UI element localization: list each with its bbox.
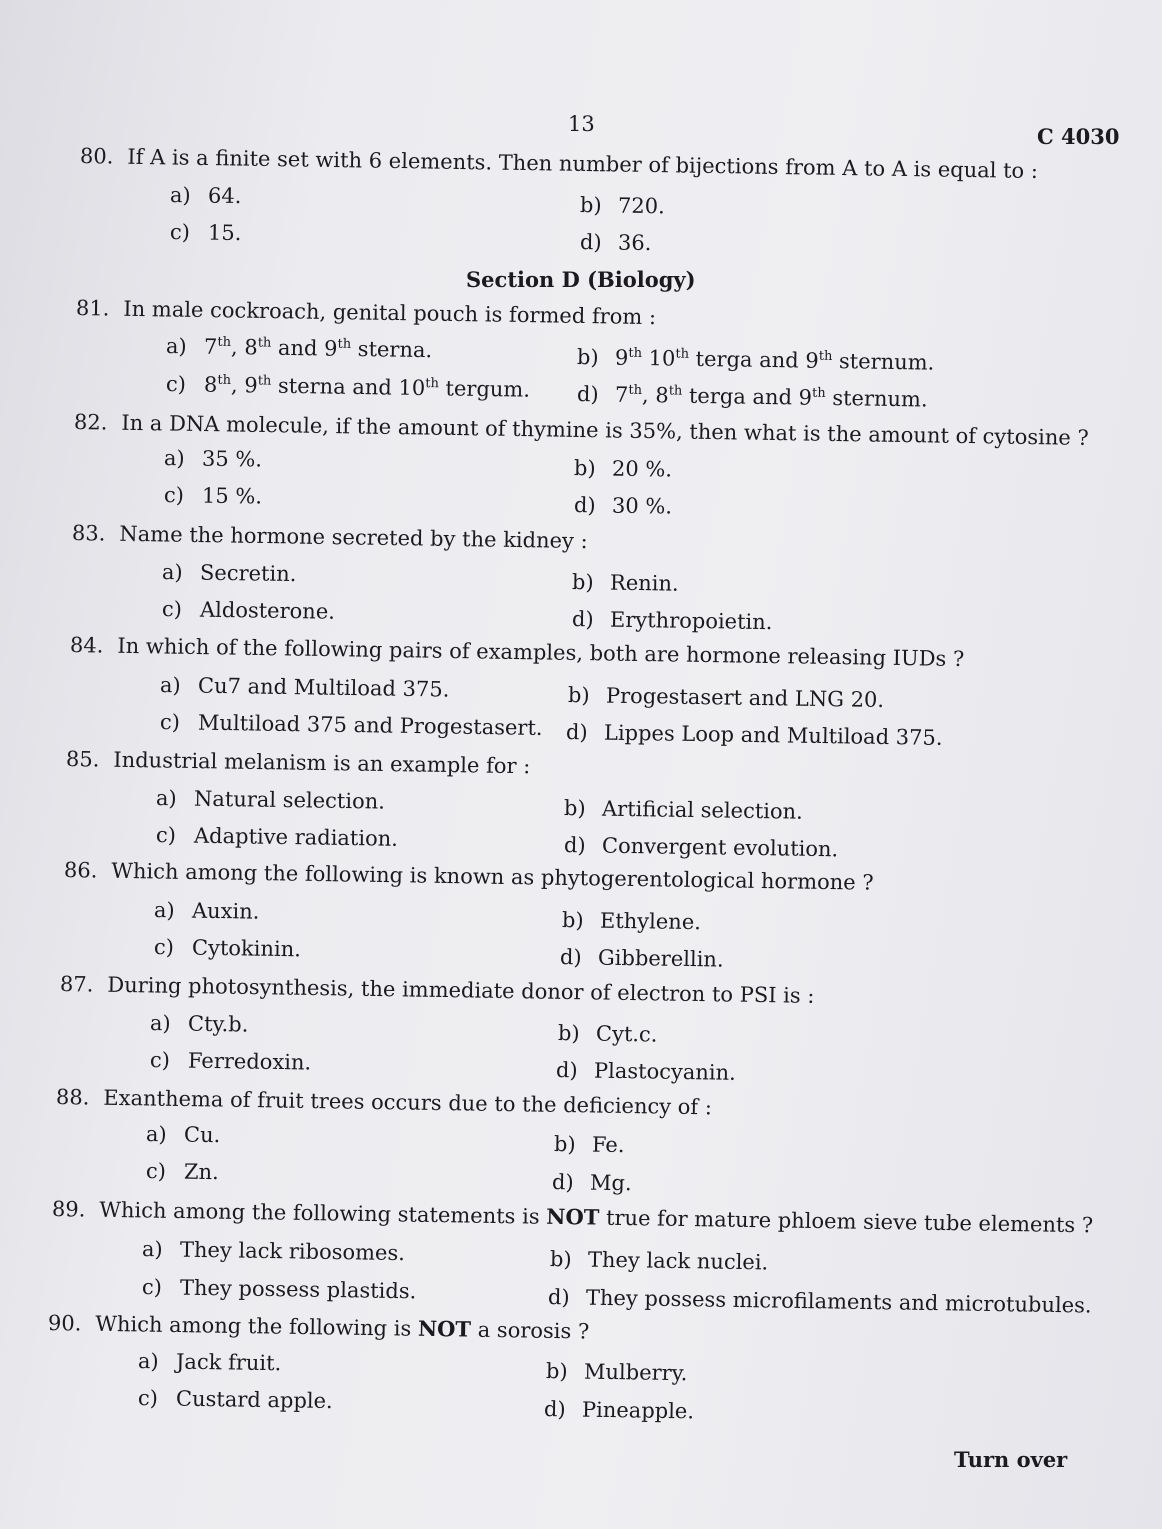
question-text: Industrial melanism is an example for :	[113, 747, 531, 779]
option-d: d) 7th, 8th terga and 9th sternum.	[576, 382, 928, 412]
option-a: a) Cty.b.	[149, 1011, 249, 1037]
option-c: c) Zn.	[145, 1159, 219, 1185]
question-83: 83. Name the hormone secreted by the kidney :	[71, 521, 588, 554]
option-b: b) Mulberry.	[545, 1359, 688, 1386]
option-b: b) 20 %.	[573, 456, 673, 482]
question-text: In a DNA molecule, if the amount of thymine is 35%, then what is the amount of cytosine ?	[121, 410, 1089, 450]
option-a: a) They lack ribosomes.	[141, 1237, 406, 1266]
question-89: 89. Which among the following statements is NOT true for mature phloem sieve tube elements ?	[51, 1197, 1094, 1238]
option-d: d) Gibberellin.	[559, 945, 724, 972]
option-b: b) Renin.	[571, 570, 679, 596]
option-c: c) 8th, 9th sterna and 10th tergum.	[165, 372, 531, 402]
section-title: Section D (Biology)	[466, 267, 696, 292]
option-a: a) Secretin.	[161, 560, 297, 587]
option-c: c) Custard apple.	[137, 1386, 333, 1414]
question-text: Which among the following is known as phytogerentological hormone ?	[111, 858, 874, 895]
page-number: 13	[568, 112, 595, 136]
question-text: Name the hormone secreted by the kidney :	[119, 521, 588, 554]
option-b: b) Artificial selection.	[563, 796, 804, 824]
question-82: 82. In a DNA molecule, if the amount of thymine is 35%, then what is the amount of cytosine ?	[73, 410, 1089, 450]
option-a: a) Auxin.	[153, 898, 260, 924]
option-c: c) They possess plastids.	[141, 1275, 417, 1304]
option-c: c) Cytokinin.	[153, 935, 302, 962]
question-85: 85. Industrial melanism is an example for :	[65, 747, 531, 779]
paper-code: C 4030	[1037, 124, 1120, 149]
question-88: 88. Exanthema of fruit trees occurs due to the deficiency of :	[55, 1085, 713, 1120]
option-d: d) Plastocyanin.	[555, 1058, 736, 1085]
option-c: c) 15 %.	[163, 483, 263, 509]
option-d: d) Pineapple.	[543, 1397, 695, 1424]
question-text: Which among the following statements is NOT true for mature phloem sieve tube elements ?	[99, 1197, 1094, 1238]
turn-over-label: Turn over	[954, 1447, 1068, 1472]
option-d: d) Mg.	[551, 1170, 632, 1196]
option-a: a) Cu.	[145, 1122, 221, 1148]
option-d: d) 30 %.	[573, 493, 673, 519]
question-90: 90. Which among the following is NOT a sorosis ?	[47, 1311, 590, 1344]
option-a: a) Jack fruit.	[137, 1349, 282, 1376]
option-a: a) Cu7 and Multiload 375.	[159, 673, 450, 702]
question-86: 86. Which among the following is known as phytogerentological hormone ?	[63, 858, 874, 895]
option-b: b) Ethylene.	[561, 908, 702, 935]
option-d: d) They possess microfilaments and microtubules.	[547, 1285, 1092, 1318]
question-text: In male cockroach, genital pouch is formed from :	[123, 296, 657, 330]
option-a: a) 7th, 8th and 9th sterna.	[165, 334, 433, 363]
option-c: c) Multiload 375 and Progestasert.	[159, 710, 543, 741]
option-d: d) 36.	[579, 230, 652, 256]
question-text: During photosynthesis, the immediate donor of electron to PSI is :	[107, 972, 815, 1008]
option-b: b) 9th 10th terga and 9th sternum.	[576, 345, 935, 375]
question-80: 80. If A is a finite set with 6 elements. Then number of bijections from A to A is equal to :	[79, 144, 1039, 184]
option-b: b) 720.	[579, 193, 665, 219]
option-d: d) Erythropoietin.	[571, 607, 773, 635]
option-c: c) 15.	[169, 220, 242, 246]
option-b: b) Progestasert and LNG 20.	[567, 683, 885, 712]
question-81: 81. In male cockroach, genital pouch is formed from :	[75, 296, 657, 330]
option-a: a) 64.	[169, 183, 242, 209]
question-84: 84. In which of the following pairs of examples, both are hormone releasing IUDs ?	[69, 633, 965, 672]
option-c: c) Adaptive radiation.	[155, 823, 399, 851]
option-c: c) Ferredoxin.	[149, 1048, 312, 1075]
option-b: b) Fe.	[553, 1132, 625, 1158]
question-87: 87. During photosynthesis, the immediate donor of electron to PSI is :	[59, 972, 815, 1008]
question-text: In which of the following pairs of examples, both are hormone releasing IUDs ?	[117, 633, 965, 672]
question-text: Which among the following is NOT a sorosis ?	[95, 1311, 590, 1344]
option-a: a) 35 %.	[163, 446, 263, 472]
option-b: b) Cyt.c.	[557, 1021, 658, 1047]
option-b: b) They lack nuclei.	[549, 1247, 769, 1275]
question-text: Exanthema of fruit trees occurs due to the deficiency of :	[103, 1085, 713, 1120]
option-a: a) Natural selection.	[155, 786, 386, 814]
question-text: If A is a finite set with 6 elements. Then number of bijections from A to A is equal to :	[127, 144, 1039, 184]
option-d: d) Lippes Loop and Multiload 375.	[565, 720, 943, 750]
option-d: d) Convergent evolution.	[563, 833, 839, 862]
option-c: c) Aldosterone.	[161, 597, 336, 624]
